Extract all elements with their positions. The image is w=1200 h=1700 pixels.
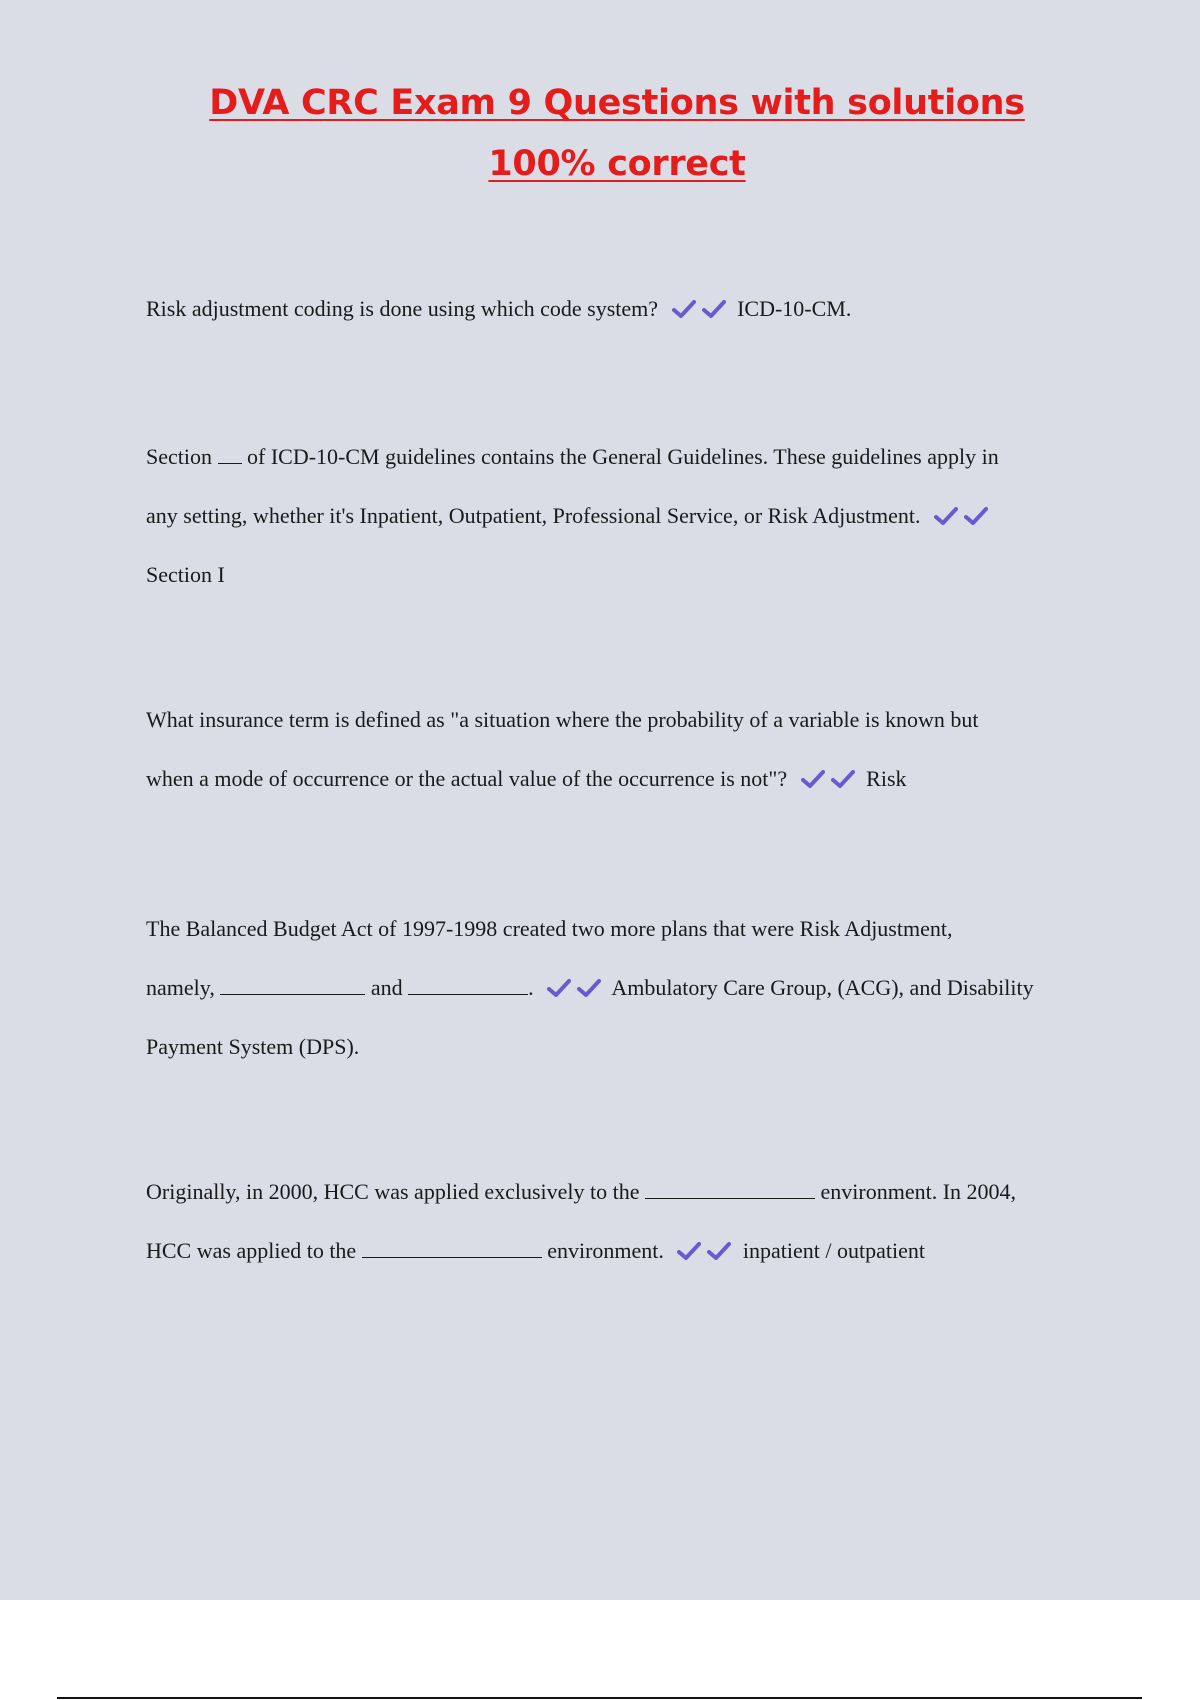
question-text: any setting, whether it's Inpatient, Outpatient, Professional Service, or Risk Adjustment. — [146, 503, 921, 528]
double-check-icon — [677, 1224, 731, 1283]
checkmark-icon — [577, 978, 601, 998]
qa-2-line-1 — [146, 427, 1106, 486]
qa-item-4 — [146, 899, 1106, 1076]
question-text: HCC was applied to the — [146, 1238, 362, 1263]
title-text-2: 100% correct — [488, 144, 746, 184]
qa-2-line-3 — [146, 545, 1106, 604]
checkmark-icon — [934, 506, 958, 526]
checkmark-icon — [702, 299, 726, 319]
question-text: Section — [146, 444, 218, 469]
checkmark-icon — [672, 299, 696, 319]
qa-item-1 — [146, 279, 1106, 338]
checkmark-icon — [801, 769, 825, 789]
qa-3-line-2 — [146, 749, 1106, 808]
qa-5-line-1 — [146, 1162, 1106, 1221]
document-title-line-2 — [0, 142, 1200, 186]
checkmark-icon — [547, 978, 571, 998]
footer-divider — [57, 1697, 1142, 1699]
checkmark-icon — [707, 1241, 731, 1261]
fill-in-blank — [218, 443, 242, 464]
document-title-line-1 — [0, 81, 1200, 125]
answer-text: Payment System (DPS). — [146, 1034, 360, 1059]
fill-in-blank — [220, 974, 365, 995]
double-check-icon — [801, 752, 855, 811]
answer-text: Section I — [146, 562, 225, 587]
qa-2-line-2 — [146, 486, 1106, 545]
qa-item-5 — [146, 1162, 1106, 1280]
question-text: environment. In 2004, — [815, 1179, 1017, 1204]
answer-text: inpatient / outpatient — [742, 1238, 925, 1263]
title-text-1: DVA CRC Exam 9 Questions with solutions — [209, 83, 1025, 123]
qa-3-line-1 — [146, 690, 1106, 749]
question-text: What insurance term is defined as "a situation where the probability of a variable is known but — [146, 707, 979, 732]
double-check-icon — [672, 282, 726, 341]
double-check-icon — [547, 961, 601, 1020]
checkmark-icon — [831, 769, 855, 789]
question-text: environment. — [541, 1238, 664, 1263]
answer-text: Risk — [866, 766, 907, 791]
question-text: and — [365, 975, 409, 1000]
answer-text: ICD-10-CM. — [737, 296, 852, 321]
qa-item-2 — [146, 427, 1106, 604]
question-text: The Balanced Budget Act of 1997-1998 created two more plans that were Risk Adjustment, — [146, 916, 953, 941]
question-text: when a mode of occurrence or the actual value of the occurrence is not"? — [146, 766, 788, 791]
question-text: . — [528, 975, 534, 1000]
qa-4-line-1 — [146, 899, 1106, 958]
fill-in-blank — [645, 1178, 815, 1199]
question-text: namely, — [146, 975, 221, 1000]
qa-4-line-3 — [146, 1017, 1106, 1076]
qa-item-3 — [146, 690, 1106, 808]
checkmark-icon — [964, 506, 988, 526]
qa-1-line-1 — [146, 279, 1106, 338]
fill-in-blank — [408, 974, 528, 995]
qa-4-line-2 — [146, 958, 1106, 1017]
question-text: Risk adjustment coding is done using which code system? — [146, 296, 659, 321]
question-text: of ICD-10-CM guidelines contains the General Guidelines. These guidelines apply in — [241, 444, 999, 469]
double-check-icon — [934, 489, 988, 548]
checkmark-icon — [677, 1241, 701, 1261]
qa-5-line-2 — [146, 1221, 1106, 1280]
answer-text: Ambulatory Care Group, (ACG), and Disability — [611, 975, 1034, 1000]
fill-in-blank — [362, 1237, 542, 1258]
question-text: Originally, in 2000, HCC was applied exclusively to the — [146, 1179, 645, 1204]
